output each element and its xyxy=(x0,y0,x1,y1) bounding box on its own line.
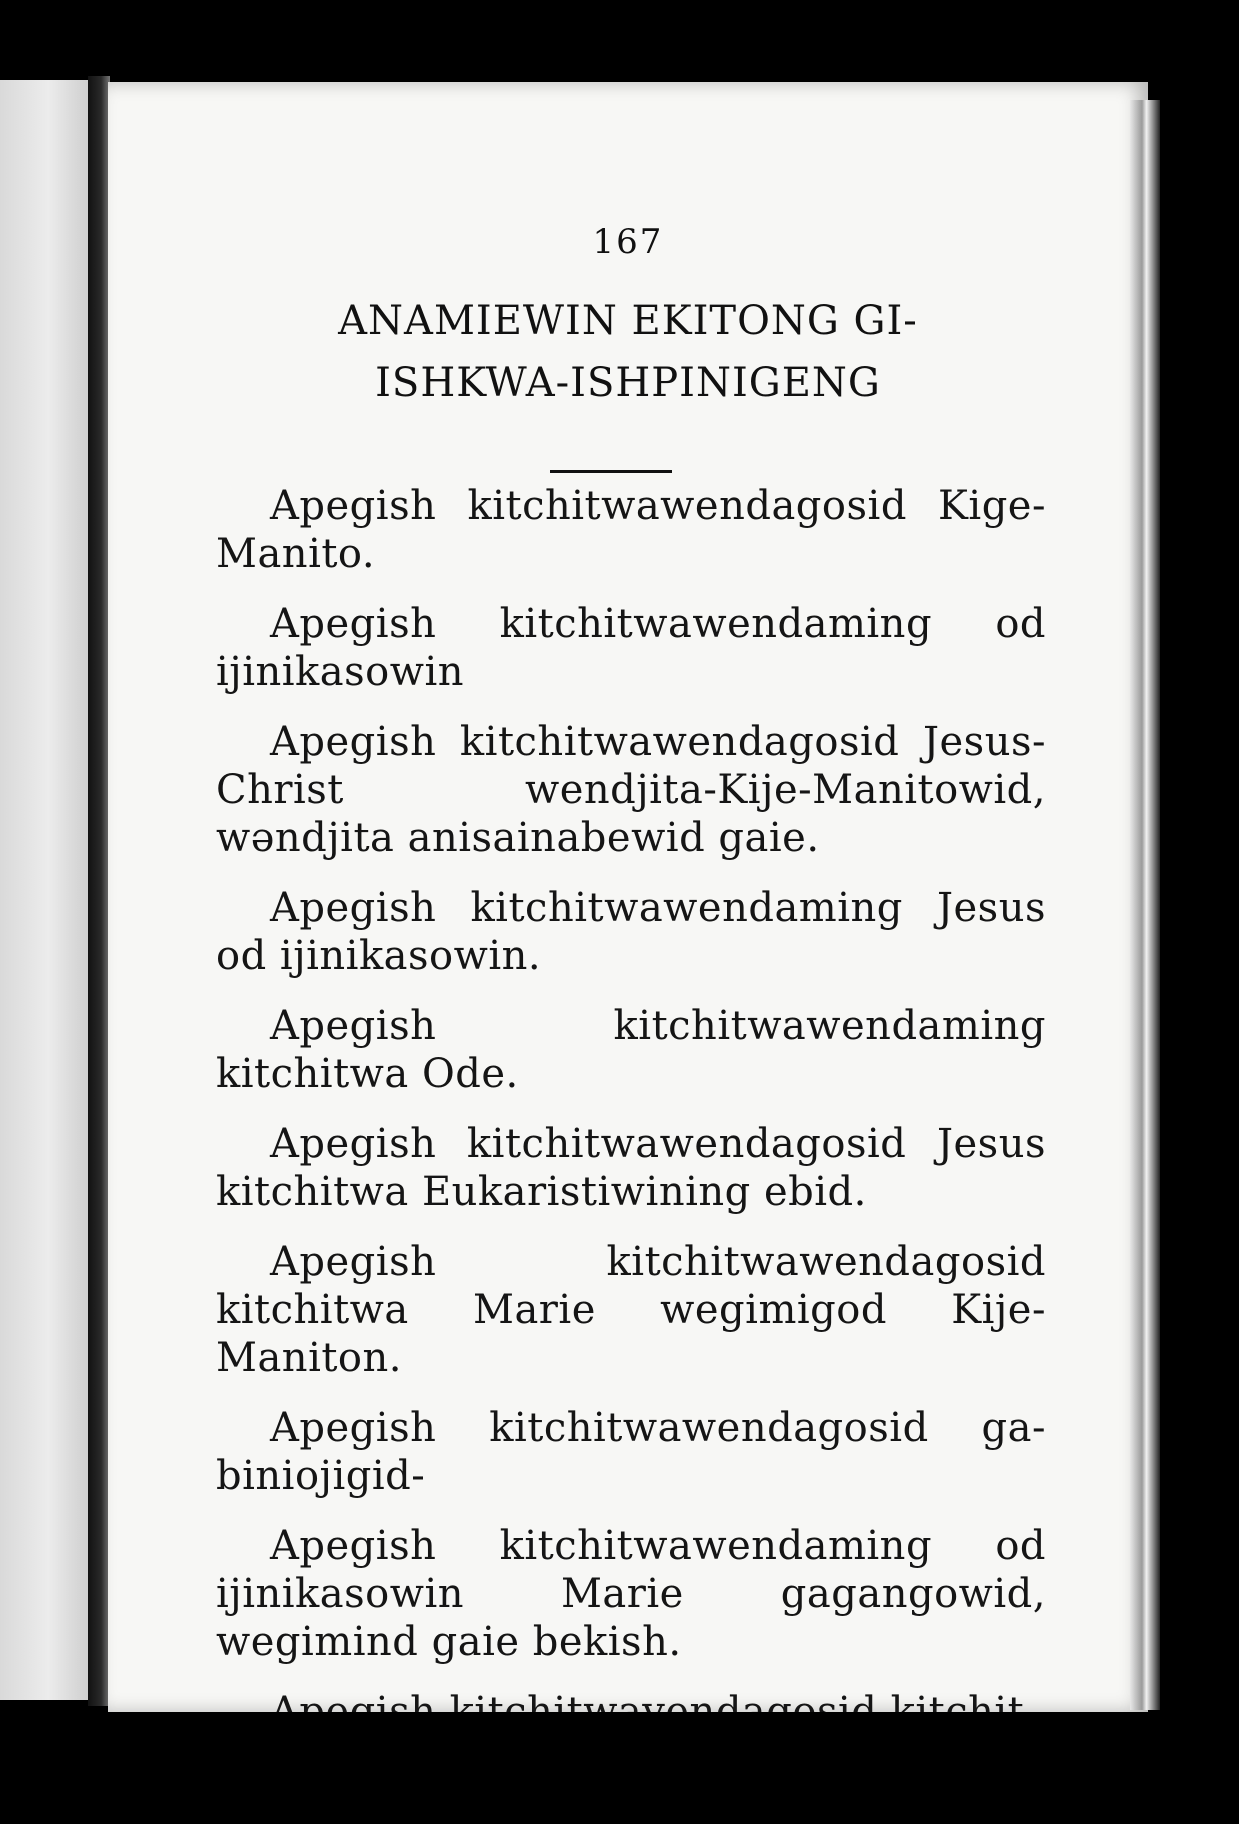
litany-line-7: Apegish kitchitwawendagosid kitchitwa Marie wegimigod Kije-Maniton. xyxy=(216,1239,1046,1381)
page-number: 167 xyxy=(592,222,664,262)
litany-line-6: Apegish kitchitwawendagosid Jesus kitchitwa Eukaristiwining ebid. xyxy=(216,1121,1046,1215)
litany-text xyxy=(216,482,1046,1758)
book-page xyxy=(108,82,1148,1712)
section-heading xyxy=(108,290,1148,414)
left-page-edge xyxy=(0,80,88,1700)
page-edge-right xyxy=(1130,100,1160,1710)
scan-border-bottom xyxy=(0,1712,1239,1824)
litany-line-5: Apegish kitchitwawendaming kitchitwa Ode. xyxy=(216,1003,1046,1097)
heading-line-2: ISHKWA-ISHPINIGENG xyxy=(375,360,881,406)
litany-line-4: Apegish kitchitwawendaming Jesus od ijinikasowin. xyxy=(216,885,1046,979)
heading-line-1: ANAMIEWIN EKITONG GI- xyxy=(338,298,918,344)
litany-line-3: Apegish kitchitwawendagosid Jesus-Christ wendjita-Kije-Manitowid, wəndjita anisainabewid gaie. xyxy=(216,719,1046,861)
book-spine xyxy=(88,76,110,1706)
litany-line-9: Apegish kitchitwawendaming od ijinikasowin Marie gagangowid, wegimind gaie bekish. xyxy=(216,1523,1046,1665)
litany-line-8: Apegish kitchitwawendagosid ga-biniojigid- xyxy=(216,1405,1046,1499)
litany-line-2: Apegish kitchitwawendaming od ijinikasowin xyxy=(216,601,1046,695)
litany-line-1: Apegish kitchitwawendagosid Kige-Manito. xyxy=(216,483,1046,577)
divider-rule xyxy=(550,470,672,473)
